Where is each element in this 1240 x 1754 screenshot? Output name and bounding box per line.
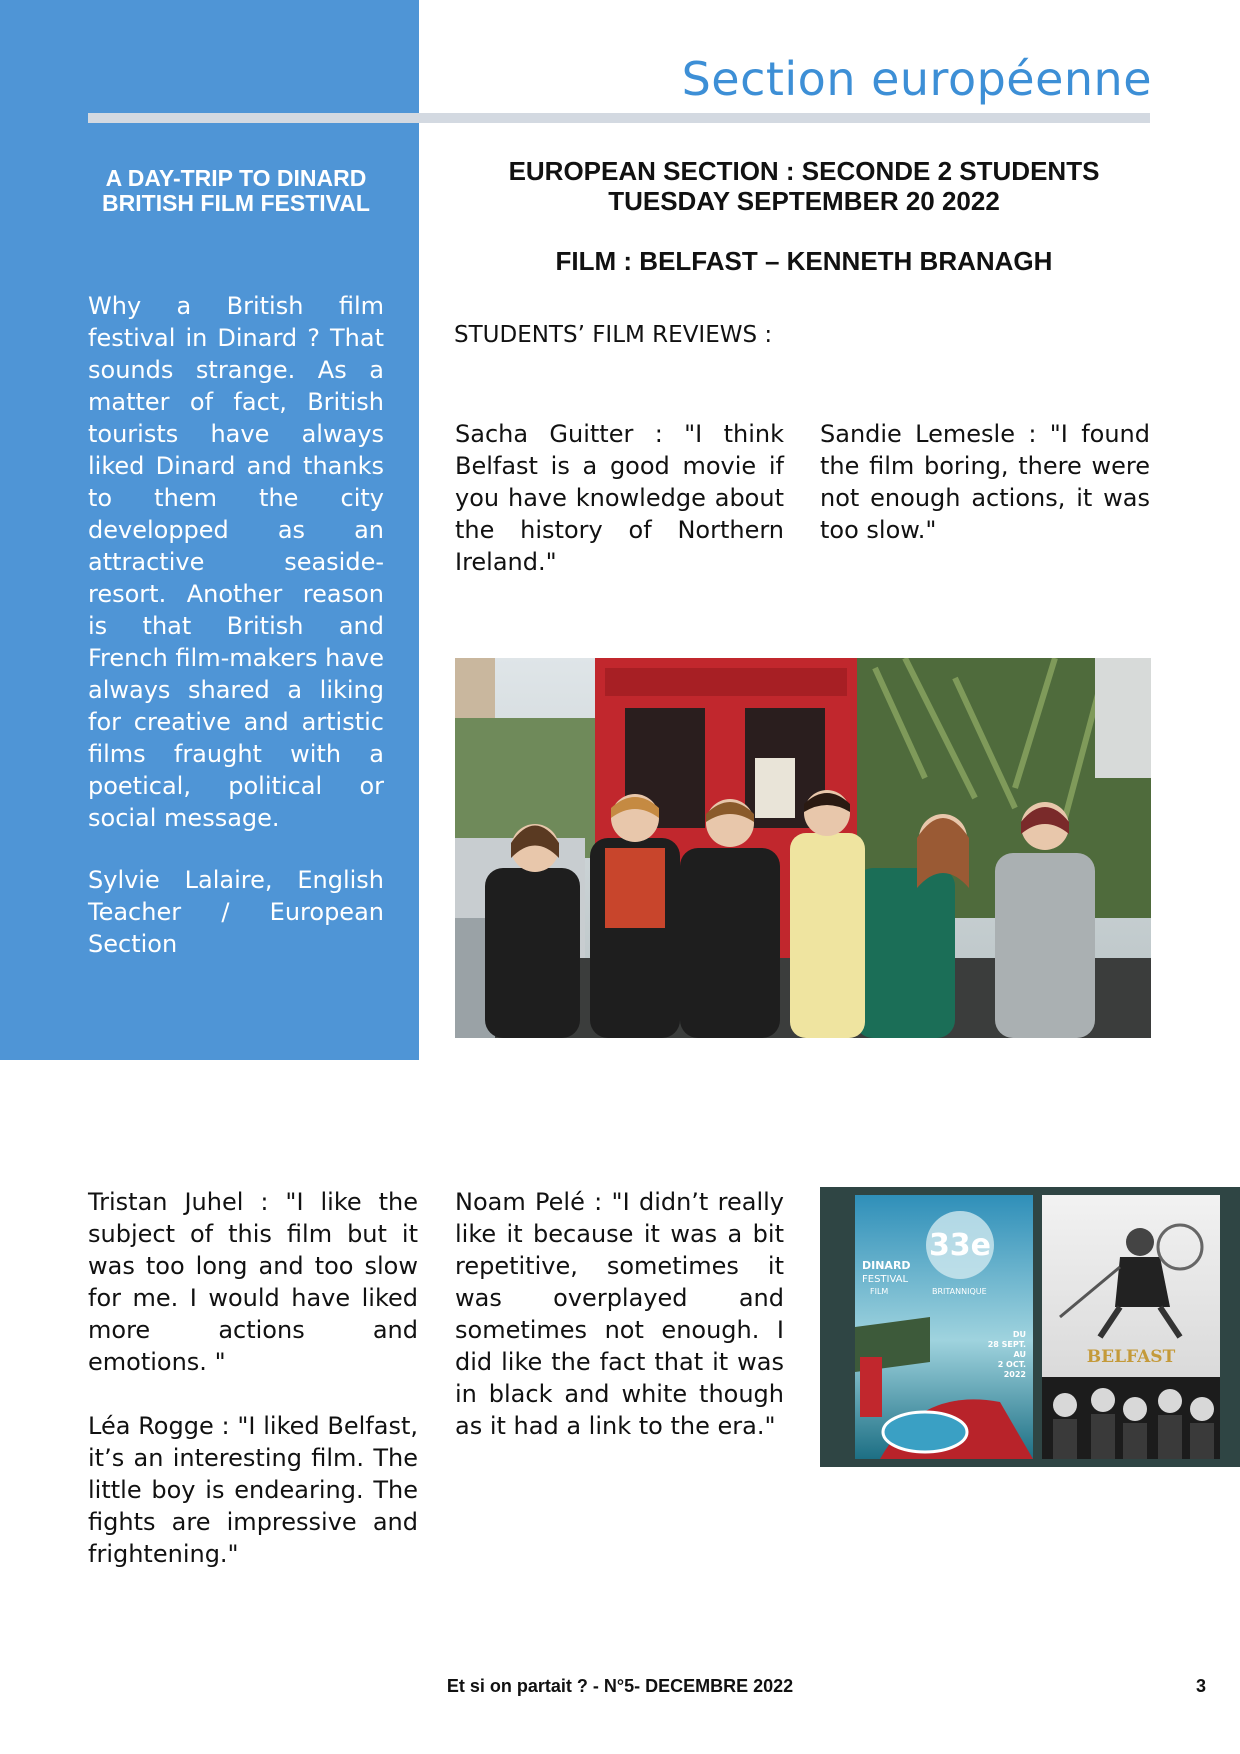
- group-photo-illustration: [455, 658, 1151, 1038]
- review-text: Noam Pelé : "I didn’t really like it because it was a bit repetitive, sometimes it was overplayed and sometimes not enough. I did like the fact that it was in black and white though as it had a link to the era.": [455, 1188, 784, 1440]
- festival-name-2: FESTIVAL: [862, 1274, 909, 1285]
- festival-number: 33e: [928, 1228, 992, 1263]
- review-noam: [455, 1186, 784, 1474]
- review-sandie: [820, 418, 1150, 578]
- dinard-festival-poster: [855, 1195, 1033, 1459]
- article-heading: [454, 156, 1154, 216]
- review-column-left: [88, 1186, 418, 1602]
- section-title: Section européenne: [681, 52, 1152, 106]
- article-heading-line1: EUROPEAN SECTION : SECONDE 2 STUDENTS: [508, 156, 1100, 186]
- sidebar-paragraph: Why a British film festival in Dinard ? That sounds strange. As a matter of fact, British tourists have always liked Dinard and thanks to them the city developped as an attractive seaside-resort. Another reason is that British and French film-makers have always shared a liking for creative and artistic films fraught with a poetical, political or social message.: [88, 292, 385, 832]
- sidebar-body: [88, 290, 384, 990]
- festival-dates-4: 2 OCT.: [997, 1360, 1026, 1369]
- header-rule: [88, 113, 1150, 123]
- sidebar-heading-line1: A DAY-TRIP TO DINARD: [105, 165, 367, 191]
- festival-dates-5: 2022: [1003, 1370, 1026, 1379]
- review-lea: Léa Rogge : "I liked Belfast, it’s an interesting film. The little boy is endearing. The fights are impressive and frightening.": [88, 1412, 418, 1568]
- reviews-label: STUDENTS’ FILM REVIEWS :: [454, 322, 773, 348]
- sidebar-heading: [88, 166, 384, 216]
- review-text: Sandie Lemesle : "I found the film boring, there were not enough actions, it was too slow.": [820, 420, 1150, 544]
- posters-frame: [820, 1187, 1240, 1467]
- festival-name-4: BRITANNIQUE: [932, 1287, 987, 1296]
- film-heading: FILM : BELFAST – KENNETH BRANAGH: [555, 246, 1053, 276]
- belfast-film-poster: [1042, 1195, 1220, 1459]
- page-number: 3: [1196, 1676, 1207, 1696]
- festival-posters: [820, 1187, 1240, 1467]
- film-poster-title: BELFAST: [1086, 1347, 1176, 1367]
- footer-text: Et si on partait ? - N°5- DECEMBRE 2022: [446, 1676, 794, 1696]
- sidebar-heading-line2: BRITISH FILM FESTIVAL: [102, 190, 370, 216]
- sidebar-signature: Sylvie Lalaire, English Teacher / European Section: [88, 866, 384, 958]
- festival-name-3: FILM: [870, 1287, 889, 1296]
- festival-name-1: DINARD: [862, 1259, 911, 1272]
- review-text: Sacha Guitter : "I think Belfast is a good movie if you have knowledge about the history of Northern Ireland.": [455, 420, 784, 576]
- article-heading-line2: TUESDAY SEPTEMBER 20 2022: [608, 186, 1000, 216]
- festival-dates-2: 28 SEPT.: [987, 1340, 1026, 1349]
- group-photo: [455, 658, 1151, 1038]
- review-sacha: [455, 418, 784, 610]
- review-tristan: Tristan Juhel : "I like the subject of this film but it was too long and too slow for me. I would have liked more actions and emotions. ": [88, 1188, 418, 1376]
- festival-dates-1: DU: [1012, 1330, 1026, 1339]
- festival-dates-3: AU: [1013, 1350, 1026, 1359]
